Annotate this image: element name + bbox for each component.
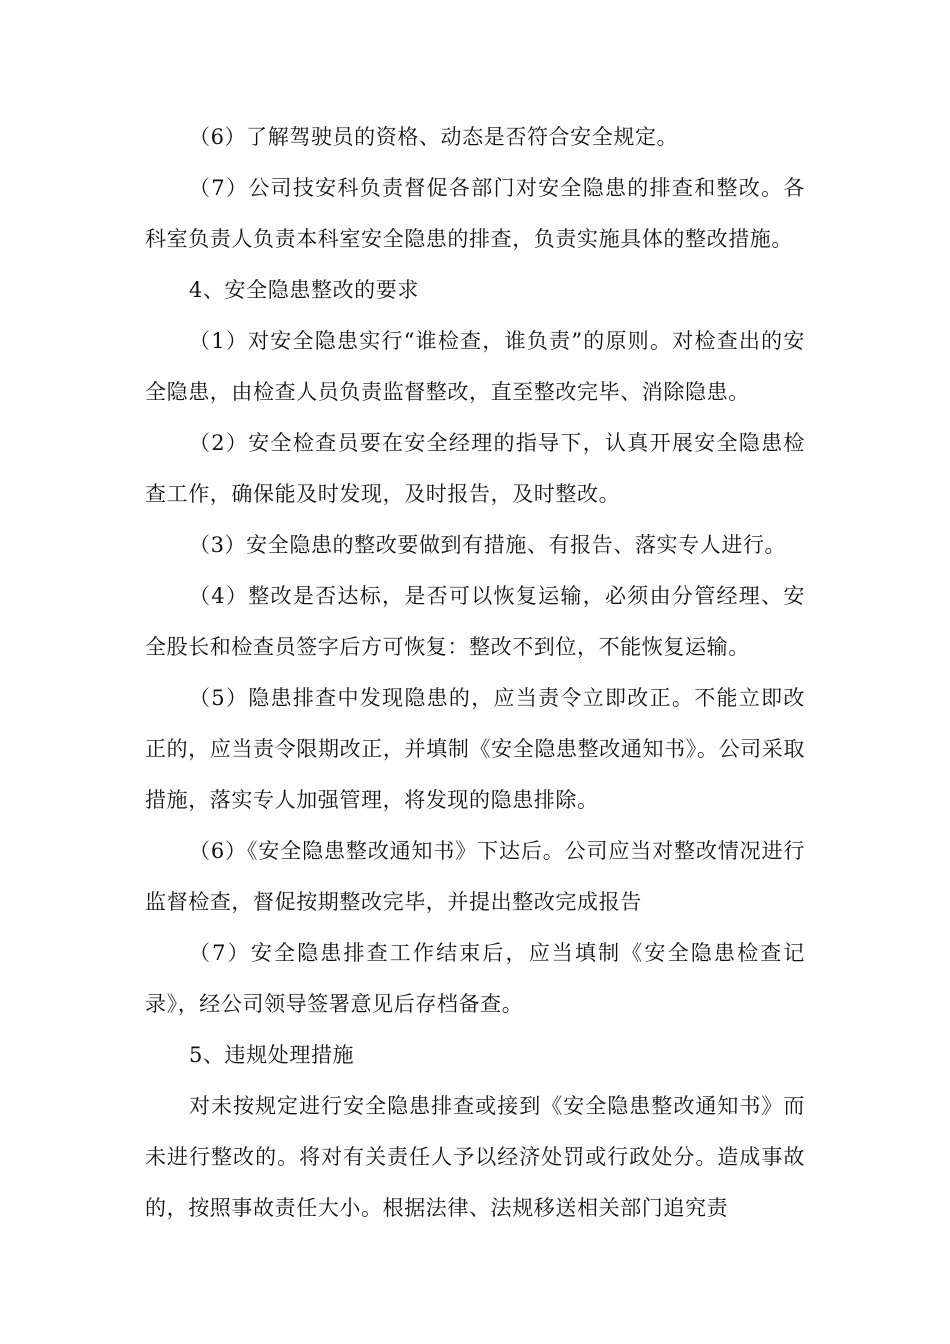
paragraph-rectify-3: （3）安全隐患的整改要做到有措施、有报告、落实专人进行。: [189, 533, 787, 557]
document-body: [145, 112, 805, 1234]
paragraph-item-6-qualification: （6）了解驾驶员的资格、动态是否符合安全规定。: [189, 125, 679, 149]
paragraph-rectify-2: （2）安全检查员要在安全经理的指导下，认真开展安全隐患检查工作，确保能及时发现，及时报告，及时整改。: [145, 431, 805, 506]
section-heading-4: 4、安全隐患整改的要求: [189, 278, 419, 302]
section-heading-5: 5、违规处理措施: [189, 1043, 355, 1067]
paragraph-rectify-7: （7）安全隐患排查工作结束后，应当填制《安全隐患检查记录》，经公司领导签署意见后存档备查。: [145, 941, 805, 1016]
paragraph-rectify-5: （5）隐患排查中发现隐患的，应当责令立即改正。不能立即改正的，应当责令限期改正，并填制《安全隐患整改通知书》。公司采取措施，落实专人加强管理，将发现的隐患排除。: [145, 686, 805, 812]
paragraph-rectify-6: （6）《安全隐患整改通知书》下达后。公司应当对整改情况进行监督检查，督促按期整改完毕，并提出整改完成报告: [145, 839, 805, 914]
paragraph-penalty: 对未按规定进行安全隐患排查或接到《安全隐患整改通知书》而未进行整改的。将对有关责任人予以经济处罚或行政处分。造成事故的，按照事故责任大小。根据法律、法规移送相关部门追究责: [145, 1094, 805, 1220]
paragraph-rectify-1: （1）对安全隐患实行“谁检查，谁负责”的原则。对检查出的安全隐患，由检查人员负责监督整改，直至整改完毕、消除隐患。: [145, 329, 805, 404]
paragraph-item-7-supervision: （7）公司技安科负责督促各部门对安全隐患的排查和整改。各科室负责人负责本科室安全隐患的排查，负责实施具体的整改措施。: [145, 176, 805, 251]
paragraph-rectify-4: （4）整改是否达标，是否可以恢复运输，必须由分管经理、安全股长和检查员签字后方可恢复：整改不到位，不能恢复运输。: [145, 584, 805, 659]
